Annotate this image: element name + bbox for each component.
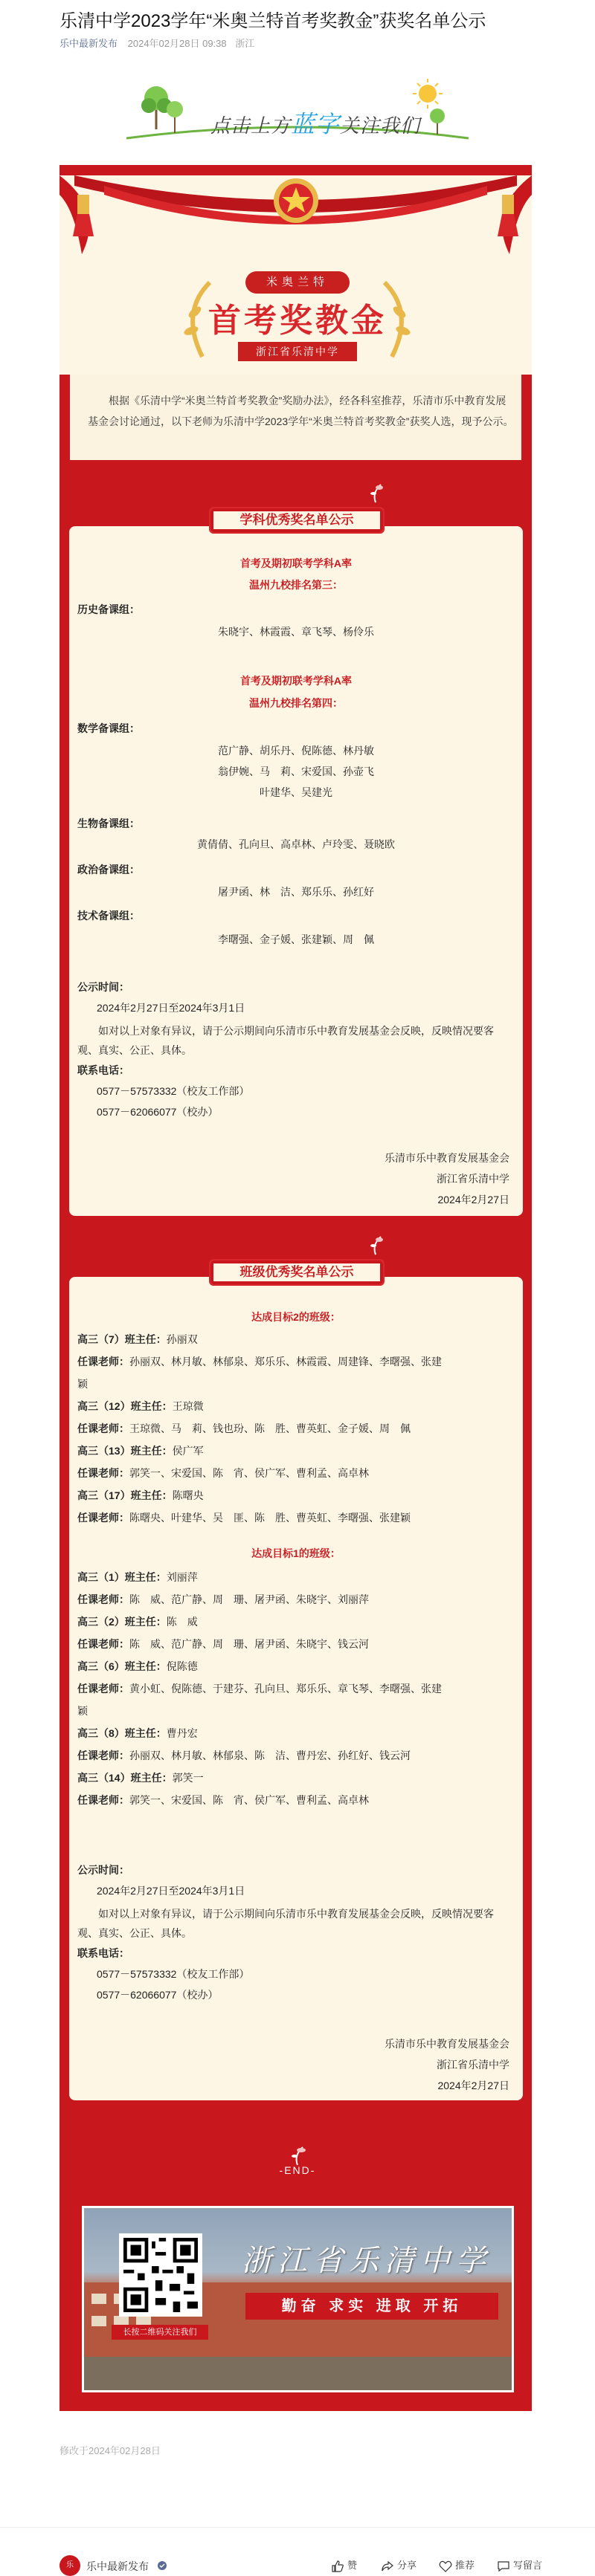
class-label: 高三（6）班主任：: [77, 1660, 167, 1672]
flower-icon: [364, 482, 387, 504]
notice-time: 2024年2月27日至2024年3月1日: [97, 1885, 245, 1897]
sign-date: 2024年2月27日: [437, 2080, 509, 2091]
sign-org: 乐清市乐中教育发展基金会: [385, 2038, 509, 2050]
publish-date: 2024年02月28日 09:38: [127, 38, 227, 49]
group-label: 数学备课组：: [77, 722, 140, 734]
teachers-label: 任课老师：: [77, 1750, 129, 1761]
class-teachers-row: [77, 1466, 369, 1480]
class-label: 高三（12）班主任：: [77, 1400, 173, 1412]
class-head-row: [77, 1726, 198, 1741]
contact-phone: 0577－57573332（校友工作部）: [97, 1968, 250, 1980]
share-icon: [381, 2560, 394, 2572]
edit-note: 修改于2024年02月28日: [60, 2445, 161, 2456]
head-teacher: 侯广军: [172, 1445, 204, 1457]
notice-time: 2024年2月27日至2024年3月1日: [97, 1002, 245, 1014]
head-teacher: 陈曙央: [172, 1489, 204, 1501]
award-school: 浙江省乐清中学: [238, 342, 357, 361]
intro-text: 根据《乐清中学“米奥兰特首考奖教金”奖励办法》，经各科室推荐，乐清市乐中教育发展基金会讨论通过，以下老师为乐清中学2023学年“米奥兰特首考奖教金”获奖人选，现予公示。: [88, 395, 514, 427]
footer-divider: [0, 2527, 595, 2528]
class-label: 高三（8）班主任：: [77, 1727, 167, 1739]
class-head-row: [77, 1332, 198, 1347]
contact-phone: 0577－62066077（校办）: [97, 1989, 219, 2001]
teachers-list: 陈 威、范广静、周 珊、屠尹函、朱晓宇、刘丽萍: [129, 1593, 369, 1605]
comment-button[interactable]: [497, 2557, 542, 2572]
teachers-label: 任课老师：: [77, 1512, 129, 1524]
class-teachers-row: [77, 1354, 442, 1369]
teachers-label: 任课老师：: [77, 1593, 129, 1605]
group-label: 历史备课组：: [77, 603, 140, 615]
class-teachers-row: [77, 1748, 411, 1763]
class-label: 高三（7）班主任：: [77, 1333, 167, 1345]
article-meta: [60, 36, 260, 50]
head-teacher: 曹丹宏: [166, 1727, 198, 1739]
notice-desc: 如对以上对象有异议，请于公示期间向乐清市乐中教育发展基金会反映，反映情况要客观、真实、公正、具体。: [77, 1025, 494, 1056]
sign-date: 2024年2月27日: [437, 1194, 509, 1206]
follow-text: [210, 106, 420, 140]
follow-prefix: 点击上方: [210, 114, 292, 137]
sign-school: 浙江省乐清中学: [437, 2059, 509, 2071]
class-head-row: [77, 1399, 204, 1414]
flower-icon: [279, 2144, 316, 2166]
group-members: 翁伊婉、马 莉、宋爱国、孙壶飞: [218, 766, 374, 777]
account-avatar[interactable]: 乐: [60, 2555, 80, 2576]
group-members: 范广静、胡乐丹、倪陈德、林丹敏: [218, 745, 374, 757]
group-members: 屠尹函、林 洁、郑乐乐、孙红好: [218, 886, 374, 898]
group-label: 政治备课组：: [77, 864, 140, 876]
head-teacher: 孙丽双: [166, 1333, 198, 1345]
head-teacher: 陈 威: [166, 1616, 198, 1628]
block1-rank: 温州九校排名第三：: [249, 579, 343, 591]
share-label: 分享: [397, 2560, 417, 2571]
contact-phone: 0577－57573332（校友工作部）: [97, 1085, 250, 1097]
thumb-up-icon: [331, 2560, 344, 2572]
heart-icon: [439, 2560, 452, 2572]
class-head-row: [77, 1488, 204, 1503]
notice-time-label: 公示时间：: [77, 1864, 129, 1876]
class-label: 高三（17）班主任：: [77, 1489, 173, 1501]
qr-code[interactable]: [119, 2233, 202, 2317]
teachers-label: 任课老师：: [77, 1638, 129, 1650]
class-teachers-row: [77, 1681, 442, 1696]
teachers-list: 郭笑一、宋爱国、陈 宵、侯广军、曹利孟、高卓林: [129, 1467, 369, 1479]
class-teachers-wrap: 颖: [77, 1378, 88, 1390]
class-teachers-row: [77, 1637, 369, 1651]
group-label: 技术备课组：: [77, 910, 140, 922]
class-teachers-row: [77, 1592, 369, 1607]
qr-caption: 长按二维码关注我们: [112, 2325, 208, 2340]
teachers-list: 郭笑一、宋爱国、陈 宵、侯广军、曹利孟、高卓林: [129, 1794, 369, 1806]
teachers-label: 任课老师：: [77, 1467, 129, 1479]
teachers-label: 任课老师：: [77, 1423, 129, 1434]
group-members: 叶建华、吴建光: [260, 786, 332, 798]
publish-location: 浙江: [235, 38, 255, 49]
target2-label: 达成目标2的班级：: [251, 1311, 341, 1323]
teachers-label: 任课老师：: [77, 1356, 129, 1368]
class-teachers-wrap: 颖: [77, 1705, 88, 1717]
group-members: 黄倩倩、孔向旦、高卓林、卢玲雯、聂晓欧: [197, 838, 395, 850]
class-head-row: [77, 1770, 204, 1785]
sign-school: 浙江省乐清中学: [437, 1173, 509, 1185]
share-button[interactable]: [381, 2557, 416, 2572]
group-members: 李曙强、金子媛、张建颖、周 佩: [218, 933, 374, 945]
class-label: 高三（14）班主任：: [77, 1772, 173, 1784]
head-teacher: 郭笑一: [172, 1772, 204, 1784]
class-head-row: [77, 1614, 198, 1629]
follow-suffix: 关注我们: [340, 114, 421, 137]
sign-org: 乐清市乐中教育发展基金会: [385, 1152, 509, 1164]
block1-title: 首考及期初联考学科A率: [239, 557, 353, 569]
class-head-row: [77, 1443, 204, 1458]
teachers-list: 孙丽双、林月敏、林郁泉、郑乐乐、林霞霞、周建锋、李曙强、张建: [129, 1356, 442, 1368]
article-title: 乐清中学2023学年“米奥兰特首考奖教金”获奖名单公示: [60, 11, 486, 31]
teachers-list: 黄小虹、倪陈德、于建芬、孔向旦、郑乐乐、章飞琴、李曙强、张建: [129, 1683, 442, 1695]
flower-icon: [364, 1234, 387, 1256]
group-members: 朱晓宇、林霞霞、章飞琴、杨伶乐: [218, 626, 374, 638]
end-text: -END-: [279, 2164, 316, 2176]
class-label: 高三（1）班主任：: [77, 1571, 167, 1583]
head-teacher: 王琼微: [172, 1400, 204, 1412]
award-tag: 米奥兰特: [245, 271, 350, 294]
account-link[interactable]: 乐中最新发布: [60, 38, 118, 49]
contact-label: 联系电话：: [77, 1064, 129, 1076]
teachers-list: 孙丽双、林月敏、林郁泉、陈 洁、曹丹宏、孙红好、钱云河: [129, 1750, 411, 1761]
group-label: 生物备课组：: [77, 818, 140, 829]
motto-text: 勤奋 求实 进取 开拓: [281, 2298, 463, 2314]
class-teachers-row: [77, 1510, 411, 1525]
class-label: 高三（13）班主任：: [77, 1445, 173, 1457]
class-label: 高三（2）班主任：: [77, 1616, 167, 1628]
follow-highlight[interactable]: 蓝字: [291, 111, 341, 137]
like-button[interactable]: [439, 2557, 475, 2572]
photo-school-name: 浙江省乐清中学: [242, 2244, 492, 2278]
class-head-row: [77, 1659, 198, 1674]
notice-time-label: 公示时间：: [77, 981, 129, 993]
contact-label: 联系电话：: [77, 1947, 129, 1959]
zan-label: 赞: [347, 2560, 358, 2571]
head-teacher: 倪陈德: [166, 1660, 198, 1672]
zan-button[interactable]: [331, 2557, 357, 2572]
like-label: 推荐: [455, 2560, 475, 2571]
teachers-list: 王琼微、马 莉、钱也玢、陈 胜、曹英虹、金子媛、周 佩: [129, 1423, 411, 1434]
target1-label: 达成目标1的班级：: [251, 1547, 341, 1559]
block2-rank: 温州九校排名第四：: [249, 697, 343, 709]
class-head-row: [77, 1570, 198, 1585]
curtain-banner: [60, 165, 532, 269]
block2-title: 首考及期初联考学科A率: [239, 675, 353, 687]
notice-desc: 如对以上对象有异议，请于公示期间向乐清市乐中教育发展基金会反映，反映情况要客观、真实、公正、具体。: [77, 1908, 494, 1939]
award-title: 首考奖教金: [208, 302, 387, 340]
comment-icon: [497, 2560, 510, 2572]
teachers-label: 任课老师：: [77, 1683, 129, 1695]
teachers-list: 陈 威、范广静、周 珊、屠尹函、朱晓宇、钱云河: [129, 1638, 369, 1650]
class-award-heading: 班级优秀奖名单公示: [209, 1259, 385, 1286]
class-teachers-row: [77, 1421, 411, 1436]
teachers-list: 陈曙央、叶建华、吴 匪、陈 胜、曹英虹、李曙强、张建颖: [129, 1512, 411, 1524]
comment-label: 写留言: [513, 2560, 543, 2571]
footer-account-name[interactable]: 乐中最新发布: [86, 2560, 149, 2572]
contact-phone: 0577－62066077（校办）: [97, 1106, 219, 1118]
head-teacher: 刘丽萍: [166, 1571, 198, 1583]
teachers-label: 任课老师：: [77, 1794, 129, 1806]
class-teachers-row: [77, 1793, 369, 1808]
verified-icon: [158, 2561, 167, 2570]
qr-code-image: [123, 2238, 198, 2312]
subject-award-heading: 学科优秀奖名单公示: [209, 507, 385, 534]
